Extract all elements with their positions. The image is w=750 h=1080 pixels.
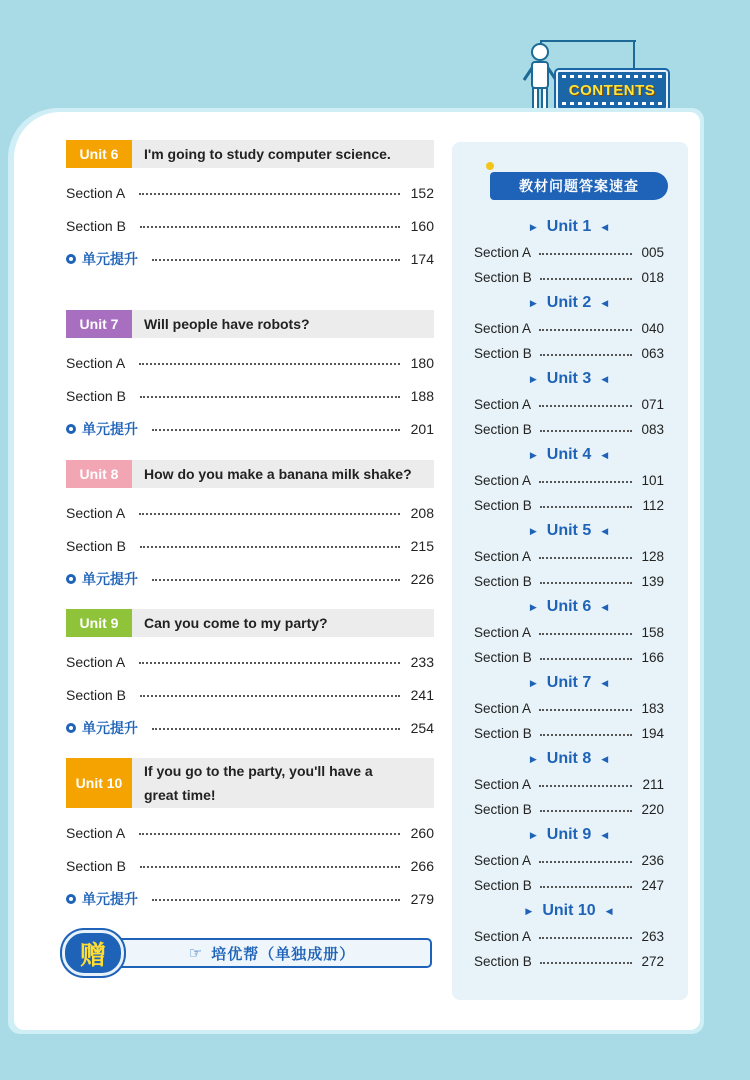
answer-section-label: Section B bbox=[474, 878, 532, 893]
answer-section-label: Section B bbox=[474, 726, 532, 741]
triangle-left-icon: ◀ bbox=[601, 449, 609, 460]
answer-row[interactable] bbox=[474, 265, 664, 290]
leader-dots bbox=[139, 189, 400, 195]
answer-page: 083 bbox=[641, 422, 664, 437]
answer-page: 166 bbox=[641, 650, 664, 665]
answer-page: 236 bbox=[641, 853, 664, 868]
answer-row[interactable] bbox=[474, 848, 664, 873]
gift-box bbox=[112, 938, 432, 968]
answer-unit-block bbox=[474, 670, 664, 746]
answer-page: 158 bbox=[641, 625, 664, 640]
answer-section-label: Section B bbox=[474, 422, 532, 437]
answer-section-label: Section A bbox=[474, 701, 532, 716]
leader-dots bbox=[140, 691, 400, 697]
answer-page: 018 bbox=[641, 270, 664, 285]
answer-unit-heading[interactable] bbox=[474, 670, 664, 696]
circle-bullet-icon bbox=[66, 894, 76, 904]
triangle-left-icon: ◀ bbox=[601, 829, 609, 840]
answer-section-label: Section A bbox=[474, 929, 532, 944]
unit-block bbox=[66, 609, 434, 744]
toc-row[interactable] bbox=[66, 645, 434, 678]
unit-title: I'm going to study computer science. bbox=[144, 146, 391, 162]
toc-label: Section B bbox=[66, 217, 126, 234]
leader-dots bbox=[539, 477, 632, 483]
triangle-right-icon: ▶ bbox=[529, 297, 537, 308]
answer-unit-heading[interactable] bbox=[474, 442, 664, 468]
toc-page: 241 bbox=[410, 686, 434, 703]
unit-header bbox=[66, 758, 434, 808]
circle-bullet-icon bbox=[66, 574, 76, 584]
pointing-hand-icon: ☞ bbox=[188, 945, 204, 962]
triangle-right-icon: ▶ bbox=[529, 373, 537, 384]
answer-unit-block bbox=[474, 822, 664, 898]
toc-label: Section B bbox=[66, 387, 126, 404]
answer-section-label: Section A bbox=[474, 549, 532, 564]
unit-title: Can you come to my party? bbox=[144, 615, 328, 631]
leader-dots bbox=[139, 829, 400, 835]
answer-section-label: Section A bbox=[474, 245, 532, 260]
toc-page: 266 bbox=[410, 857, 434, 874]
answer-page: 005 bbox=[641, 245, 664, 260]
toc-label: Section A bbox=[66, 184, 126, 201]
triangle-right-icon: ▶ bbox=[529, 677, 537, 688]
toc-label: Section B bbox=[66, 537, 126, 554]
triangle-left-icon: ◀ bbox=[601, 221, 609, 232]
toc-row[interactable] bbox=[66, 849, 434, 882]
gift-badge bbox=[62, 930, 124, 976]
gift-char: 赠 bbox=[79, 940, 106, 971]
leader-dots bbox=[539, 249, 632, 255]
triangle-left-icon: ◀ bbox=[601, 373, 609, 384]
answer-unit-heading[interactable] bbox=[474, 290, 664, 316]
answer-section-label: Section B bbox=[474, 650, 532, 665]
answer-row[interactable] bbox=[474, 772, 664, 797]
toc-label: Section B bbox=[66, 857, 126, 874]
answer-banner bbox=[490, 172, 668, 200]
toc-row[interactable] bbox=[66, 678, 434, 711]
leader-dots bbox=[152, 255, 400, 261]
leader-dots bbox=[539, 629, 632, 635]
leader-dots bbox=[539, 705, 632, 711]
answer-row[interactable] bbox=[474, 569, 664, 594]
circle-bullet-icon bbox=[66, 723, 76, 733]
leader-dots bbox=[540, 578, 632, 584]
triangle-left-icon: ◀ bbox=[601, 525, 609, 536]
leader-dots bbox=[152, 575, 400, 581]
answer-unit-heading[interactable] bbox=[474, 746, 664, 772]
answer-unit-label: Unit 6 bbox=[546, 598, 592, 615]
leader-dots bbox=[140, 222, 400, 228]
answer-row[interactable] bbox=[474, 924, 664, 949]
answer-page: 040 bbox=[641, 321, 664, 336]
triangle-left-icon: ◀ bbox=[605, 905, 613, 916]
toc-label: Section A bbox=[66, 504, 126, 521]
unit-header bbox=[66, 609, 434, 637]
answer-unit-label: Unit 4 bbox=[546, 446, 592, 463]
answer-unit-heading[interactable] bbox=[474, 518, 664, 544]
toc-label: Section A bbox=[66, 653, 126, 670]
leader-dots bbox=[152, 425, 400, 431]
toc-label: 单元提升 bbox=[82, 719, 138, 736]
toc-page: 188 bbox=[410, 387, 434, 404]
answer-section-label: Section A bbox=[474, 625, 532, 640]
answer-row[interactable] bbox=[474, 721, 664, 746]
answer-page: 194 bbox=[641, 726, 664, 741]
unit-block bbox=[66, 460, 434, 595]
leader-dots bbox=[540, 730, 632, 736]
answer-row[interactable] bbox=[474, 240, 664, 265]
answer-section-label: Section B bbox=[474, 954, 532, 969]
answer-title: 教材问题答案速查 bbox=[519, 178, 639, 194]
answer-page: 063 bbox=[641, 346, 664, 361]
rope-line bbox=[633, 40, 635, 72]
answer-page: 071 bbox=[641, 397, 664, 412]
leader-dots bbox=[539, 401, 632, 407]
toc-label: 单元提升 bbox=[82, 890, 138, 907]
toc-page: 160 bbox=[410, 217, 434, 234]
answer-page: 272 bbox=[641, 954, 664, 969]
answer-row[interactable] bbox=[474, 620, 664, 645]
leader-dots bbox=[540, 958, 632, 964]
answer-unit-label: Unit 8 bbox=[546, 750, 592, 767]
answer-section-label: Section A bbox=[474, 777, 532, 792]
answer-row[interactable] bbox=[474, 341, 664, 366]
answer-page: 183 bbox=[641, 701, 664, 716]
answer-row[interactable] bbox=[474, 468, 664, 493]
leader-dots bbox=[139, 658, 400, 664]
answer-unit-label: Unit 5 bbox=[546, 522, 592, 539]
answer-unit-block bbox=[474, 214, 664, 290]
unit-title: Will people have robots? bbox=[144, 316, 310, 332]
answer-unit-label: Unit 3 bbox=[546, 370, 592, 387]
leader-dots bbox=[140, 392, 400, 398]
answer-section-label: Section B bbox=[474, 346, 532, 361]
unit-block bbox=[66, 758, 434, 915]
answer-row[interactable] bbox=[474, 417, 664, 442]
leader-dots bbox=[540, 502, 632, 508]
answer-row[interactable] bbox=[474, 696, 664, 721]
leader-dots bbox=[540, 654, 632, 660]
triangle-left-icon: ◀ bbox=[601, 601, 609, 612]
toc-row[interactable] bbox=[66, 816, 434, 849]
answer-section-label: Section B bbox=[474, 498, 532, 513]
toc-row[interactable] bbox=[66, 711, 434, 744]
toc-row[interactable] bbox=[66, 209, 434, 242]
gift-text: 培优帮（单独成册） bbox=[211, 945, 356, 963]
toc-page: 233 bbox=[410, 653, 434, 670]
answer-unit-heading[interactable] bbox=[474, 594, 664, 620]
toc-page: 260 bbox=[410, 824, 434, 841]
leader-dots bbox=[140, 862, 400, 868]
toc-page: 279 bbox=[410, 890, 434, 907]
triangle-right-icon: ▶ bbox=[529, 601, 537, 612]
toc-page: 180 bbox=[410, 354, 434, 371]
toc-label: 单元提升 bbox=[82, 250, 138, 267]
toc-row[interactable] bbox=[66, 496, 434, 529]
toc-row[interactable] bbox=[66, 562, 434, 595]
triangle-right-icon: ▶ bbox=[529, 829, 537, 840]
unit-title-line: If you go to the party, you'll have a bbox=[144, 763, 373, 779]
answer-row[interactable] bbox=[474, 392, 664, 417]
triangle-right-icon: ▶ bbox=[529, 449, 537, 460]
circle-bullet-icon bbox=[66, 254, 76, 264]
answer-row[interactable] bbox=[474, 949, 664, 974]
unit-header bbox=[66, 140, 434, 168]
leader-dots bbox=[539, 933, 632, 939]
leader-dots bbox=[539, 781, 632, 787]
answer-unit-label: Unit 9 bbox=[546, 826, 592, 843]
answer-page: 112 bbox=[642, 498, 664, 513]
triangle-left-icon: ◀ bbox=[601, 297, 609, 308]
answer-unit-block bbox=[474, 746, 664, 822]
toc-label: 单元提升 bbox=[82, 570, 138, 587]
answer-unit-block bbox=[474, 594, 664, 670]
toc-row[interactable] bbox=[66, 379, 434, 412]
triangle-right-icon: ▶ bbox=[529, 221, 537, 232]
leader-dots bbox=[139, 359, 400, 365]
circle-bullet-icon bbox=[66, 424, 76, 434]
toc-row[interactable] bbox=[66, 242, 434, 275]
answer-page: 128 bbox=[641, 549, 664, 564]
unit-title bbox=[132, 758, 373, 808]
triangle-left-icon: ◀ bbox=[601, 753, 609, 764]
contents-title: CONTENTS bbox=[568, 81, 656, 99]
toc-label: 单元提升 bbox=[82, 420, 138, 437]
answer-unit-block bbox=[474, 366, 664, 442]
unit-header bbox=[66, 310, 434, 338]
unit-title-line: great time! bbox=[144, 787, 216, 803]
leader-dots bbox=[540, 274, 632, 280]
unit-tag: Unit 10 bbox=[66, 758, 132, 808]
answer-section-label: Section A bbox=[474, 853, 532, 868]
answer-page: 263 bbox=[641, 929, 664, 944]
answer-page: 247 bbox=[641, 878, 664, 893]
toc-page: 215 bbox=[410, 537, 434, 554]
toc-row[interactable] bbox=[66, 529, 434, 562]
toc-label: Section A bbox=[66, 824, 126, 841]
answer-row[interactable] bbox=[474, 873, 664, 898]
answer-unit-heading[interactable] bbox=[474, 366, 664, 392]
leader-dots bbox=[539, 553, 632, 559]
unit-tag: Unit 8 bbox=[66, 460, 132, 488]
answer-unit-block bbox=[474, 518, 664, 594]
answer-section-label: Section B bbox=[474, 270, 532, 285]
contents-badge bbox=[556, 70, 668, 110]
unit-tag: Unit 6 bbox=[66, 140, 132, 168]
answer-row[interactable] bbox=[474, 645, 664, 670]
unit-tag: Unit 7 bbox=[66, 310, 132, 338]
answer-unit-label: Unit 2 bbox=[546, 294, 592, 311]
unit-tag: Unit 9 bbox=[66, 609, 132, 637]
leader-dots bbox=[540, 350, 632, 356]
toc-page: 201 bbox=[410, 420, 434, 437]
unit-title: How do you make a banana milk shake? bbox=[144, 466, 412, 482]
triangle-left-icon: ◀ bbox=[601, 677, 609, 688]
toc-row[interactable] bbox=[66, 346, 434, 379]
answer-section-label: Section B bbox=[474, 574, 532, 589]
answer-unit-heading[interactable] bbox=[474, 822, 664, 848]
answer-unit-heading[interactable] bbox=[474, 214, 664, 240]
leader-dots bbox=[540, 426, 632, 432]
triangle-right-icon: ▶ bbox=[525, 905, 533, 916]
toc-row[interactable] bbox=[66, 176, 434, 209]
leader-dots bbox=[539, 857, 632, 863]
unit-block bbox=[66, 310, 434, 445]
answer-section-label: Section A bbox=[474, 397, 532, 412]
gift-banner[interactable] bbox=[62, 930, 434, 974]
answer-unit-label: Unit 7 bbox=[546, 674, 592, 691]
toc-row[interactable] bbox=[66, 882, 434, 915]
toc-label: Section A bbox=[66, 354, 126, 371]
toc-page: 174 bbox=[410, 250, 434, 267]
answer-unit-label: Unit 1 bbox=[546, 218, 592, 235]
toc-page: 208 bbox=[410, 504, 434, 521]
answer-row[interactable] bbox=[474, 493, 664, 518]
unit-header bbox=[66, 460, 434, 488]
answer-section-label: Section A bbox=[474, 321, 532, 336]
lightbulb-icon bbox=[486, 162, 494, 170]
answer-unit-block bbox=[474, 290, 664, 366]
leader-dots bbox=[540, 806, 632, 812]
answer-page: 220 bbox=[641, 802, 664, 817]
leader-dots bbox=[140, 542, 400, 548]
answer-unit-heading[interactable] bbox=[474, 898, 664, 924]
answer-section-label: Section B bbox=[474, 802, 532, 817]
answer-page: 211 bbox=[642, 777, 664, 792]
leader-dots bbox=[139, 509, 400, 515]
unit-block bbox=[66, 140, 434, 275]
answer-page: 101 bbox=[641, 473, 664, 488]
leader-dots bbox=[152, 895, 400, 901]
leader-dots bbox=[539, 325, 632, 331]
answer-row[interactable] bbox=[474, 797, 664, 822]
answer-unit-label: Unit 10 bbox=[542, 902, 596, 919]
answer-row[interactable] bbox=[474, 544, 664, 569]
leader-dots bbox=[540, 882, 632, 888]
leader-dots bbox=[152, 724, 400, 730]
toc-page: 254 bbox=[410, 719, 434, 736]
toc-row[interactable] bbox=[66, 412, 434, 445]
answer-row[interactable] bbox=[474, 316, 664, 341]
toc-page: 152 bbox=[410, 184, 434, 201]
toc-label: Section B bbox=[66, 686, 126, 703]
toc-page: 226 bbox=[410, 570, 434, 587]
answer-unit-block bbox=[474, 898, 664, 974]
answer-section-label: Section A bbox=[474, 473, 532, 488]
answer-page: 139 bbox=[641, 574, 664, 589]
answer-unit-block bbox=[474, 442, 664, 518]
triangle-right-icon: ▶ bbox=[529, 753, 537, 764]
triangle-right-icon: ▶ bbox=[529, 525, 537, 536]
